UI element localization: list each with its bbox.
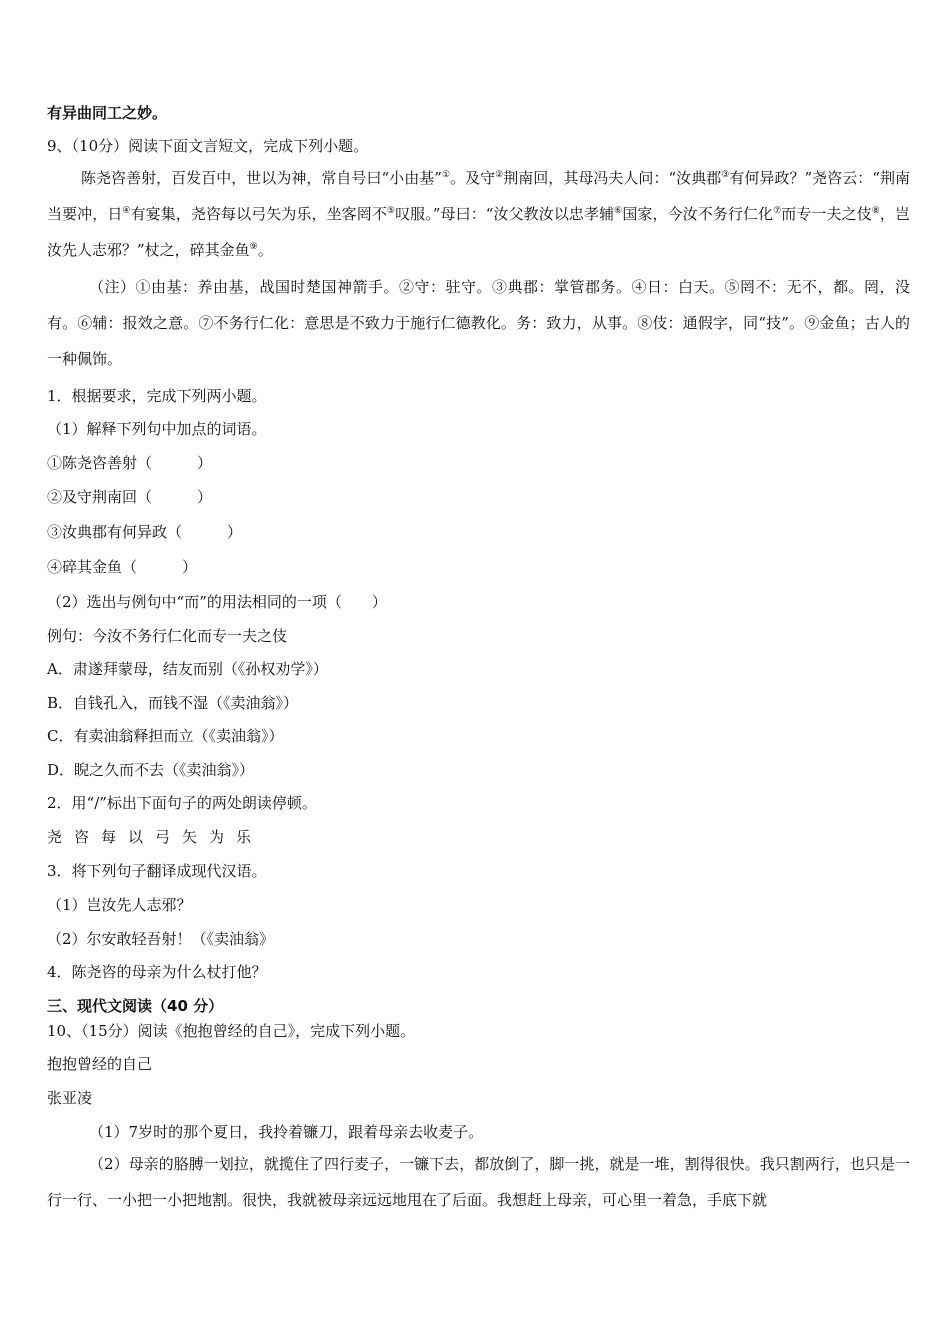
q9-notes: （注）①由基：养由基，战国时楚国神箭手。②守：驻守。③典郡：掌管郡务。④日：白天。⑤罔不：无不，都。罔，没有。⑥辅：报效之意。⑦不务行仁化：意思是不致力于施行仁德教化。务：致力，从事。⑧伎：通假字，同“技”。⑨金鱼；古人的一种佩饰。 (47, 278, 910, 368)
q9-s1-title: 1．根据要求，完成下列两小题。 (47, 387, 267, 405)
footnote-2: ② (495, 170, 504, 180)
q10-article-title: 抱抱曾经的自己 (47, 1055, 153, 1073)
footnote-9: ⑨ (249, 242, 258, 252)
q9-s3-item: （2）尔安敢轻吾射！（《卖油翁》 (47, 930, 275, 948)
intro-line: 有异曲同工之妙。 (47, 104, 168, 122)
footnote-3: ③ (721, 170, 730, 180)
footnote-1: ① (441, 170, 451, 180)
option-a: A．肃遂拜蒙母，结友而别（《孙权劝学》） (47, 660, 328, 678)
q9-s1-1-item: ④碎其金鱼（ ） (47, 558, 198, 576)
section-3-title: 三、现代文阅读（40 分） (47, 997, 224, 1015)
q9-s1-1-title: （1）解释下列句中加点的词语。 (47, 420, 267, 438)
footnote-5: ⑤ (386, 206, 396, 216)
q9-s1-1-item: ①陈尧咨善射（ ） (47, 454, 213, 472)
q9-s3-item: （1）岂汝先人志邪？ (47, 896, 192, 914)
q9-s1-1-item: ②及守荆南回（ ） (47, 488, 213, 506)
footnote-4: ④ (122, 206, 131, 216)
q10-paragraph-1: （1）7岁时的那个夏日，我拎着镰刀，跟着母亲去收麦子。 (89, 1123, 484, 1141)
option-c: C．有卖油翁释担而立（《卖油翁》） (47, 727, 284, 745)
q9-s2-title: 2．用“/”标出下面句子的两处朗读停顿。 (47, 794, 317, 812)
q9-s2-sentence: 尧咨每以弓矢为乐 (47, 828, 264, 846)
q10-header: 10、（15分）阅读《抱抱曾经的自己》，完成下列小题。 (47, 1022, 416, 1040)
q9-s1-2-example: 例句：今汝不务行仁化而专一夫之伎 (47, 627, 288, 645)
q9-passage: 陈尧咨善射，百发百中，世以为神，常自号曰“小由基”①。及守②荆南回，其母冯夫人问：“汝典郡③有何异政？”尧咨云：“荆南当要冲，日④有宴集，尧咨每以弓矢为乐，坐客罔不⑤叹服。”母曰：“汝父教汝以忠孝辅⑥国家，今汝不务行仁化⑦而专一夫之伎⑧，岂汝先人志邪？”杖之，碎其金鱼⑨。 (47, 169, 910, 259)
q10-paragraph-2: （2）母亲的胳膊一划拉，就揽住了四行麦子，一镰下去，都放倒了，脚一挑，就是一堆，割得很快。我只割两行，也只是一行一行、一小把一小把地割。很快，我就被母亲远远地甩在了后面。我想赶上母亲，可心里一着急，手底下就 (47, 1155, 910, 1209)
footnote-7: ⑦ (773, 206, 782, 216)
q9-s1-2-title: （2）选出与例句中“而”的用法相同的一项（ ） (47, 593, 387, 611)
q9-s3-title: 3．将下列句子翻译成现代汉语。 (47, 862, 267, 880)
q10-author: 张亚凌 (47, 1089, 93, 1107)
footnote-6: ⑥ (614, 206, 623, 216)
q9-s4-title: 4．陈尧咨的母亲为什么杖打他？ (47, 963, 267, 981)
q9-s1-1-item: ③汝典郡有何异政（ ） (47, 523, 243, 541)
footnote-8: ⑧ (871, 206, 880, 216)
option-d: D．睨之久而不去（《卖油翁》） (47, 761, 255, 779)
option-b: B．自钱孔入，而钱不湿（《卖油翁》） (47, 694, 299, 712)
q9-header: 9、（10分）阅读下面文言短文，完成下列小题。 (47, 137, 369, 155)
